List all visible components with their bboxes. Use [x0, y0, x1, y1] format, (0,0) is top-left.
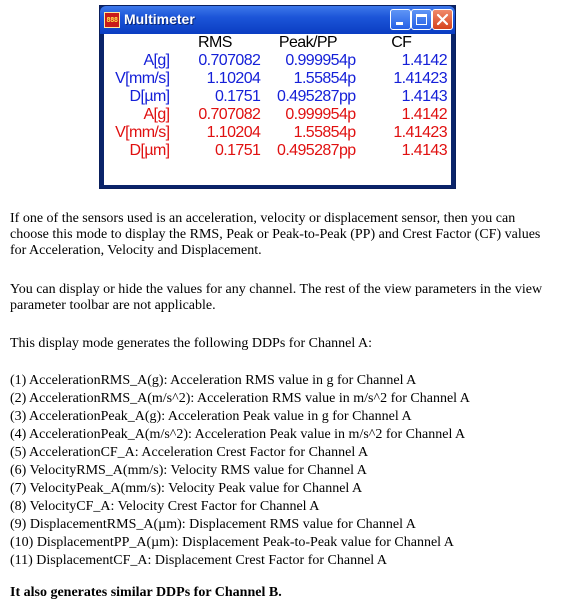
header-cf: CF: [391, 34, 412, 51]
peak-value: 0.999954p: [285, 52, 356, 69]
table-header-row: [104, 34, 451, 52]
list-item: (4) AccelerationPeak_A(m/s^2): Acceleration Peak value in m/s^2 for Channel A: [10, 427, 466, 442]
rms-value: 0.707082: [198, 106, 261, 123]
channel-b-note: It also generates similar DDPs for Channel B.: [10, 585, 282, 600]
table-row: [104, 142, 451, 160]
cf-value: 1.4142: [401, 52, 447, 69]
row-label: V[mm/s]: [115, 124, 170, 141]
peak-value: 1.55854p: [293, 124, 356, 141]
peak-value: 0.999954p: [285, 106, 356, 123]
header-rms: RMS: [198, 34, 232, 51]
row-label: D[µm]: [129, 142, 170, 159]
rms-value: 0.1751: [214, 88, 261, 105]
intro-paragraph: If one of the sensors used is an acceleration, velocity or displacement sensor, then you can choose this mode to display the RMS, Peak or Peak-to-Peak (PP) and Crest Factor (CF) values for Acceleration, Velocity and Displacement.: [10, 211, 541, 258]
list-item: (11) DisplacementCF_A: Displacement Crest Factor for Channel A: [10, 553, 388, 568]
list-item: (2) AccelerationRMS_A(m/s^2): Acceleration RMS value in m/s^2 for Channel A: [10, 391, 470, 406]
visibility-paragraph: You can display or hide the values for any channel. The rest of the view parameters in the view parameter toolbar are not applicable.: [10, 282, 543, 313]
multimeter-window: [99, 5, 456, 189]
table-row: [104, 124, 451, 142]
table-row: [104, 88, 451, 106]
list-item: (3) AccelerationPeak_A(g): Acceleration Peak value in g for Channel A: [10, 409, 412, 424]
header-label: [104, 34, 170, 52]
row-label: A[g]: [143, 52, 170, 69]
window-title: Multimeter: [124, 11, 195, 27]
ddp-list: [10, 372, 470, 570]
maximize-icon: [412, 10, 431, 29]
list-item: (8) VelocityCF_A: Velocity Crest Factor for Channel A: [10, 499, 320, 514]
cf-value: 1.4142: [401, 106, 447, 123]
rms-value: 0.707082: [198, 52, 261, 69]
multimeter-table: [104, 34, 451, 160]
peak-value: 1.55854p: [293, 70, 356, 87]
list-item: (9) DisplacementRMS_A(µm): Displacement RMS value for Channel A: [10, 517, 416, 532]
ddp-intro-paragraph: This display mode generates the following DDPs for Channel A:: [10, 336, 372, 351]
peak-value: 0.495287pp: [277, 88, 356, 105]
rms-value: 1.10204: [206, 124, 261, 141]
list-item: (1) AccelerationRMS_A(g): Acceleration RMS value in g for Channel A: [10, 373, 417, 388]
rms-value: 1.10204: [206, 70, 261, 87]
row-label: A[g]: [143, 106, 170, 123]
minimize-button[interactable]: [390, 9, 411, 30]
table-row: [104, 70, 451, 88]
title-bar[interactable]: [100, 6, 455, 34]
close-icon: [433, 10, 452, 29]
cf-value: 1.41423: [393, 124, 447, 141]
row-label: D[µm]: [129, 88, 170, 105]
row-label: V[mm/s]: [115, 70, 170, 87]
peak-value: 0.495287pp: [277, 142, 356, 159]
multimeter-display: [104, 34, 451, 185]
table-row: [104, 52, 451, 70]
table-row: [104, 106, 451, 124]
list-item: (5) AccelerationCF_A: Acceleration Crest Factor for Channel A: [10, 445, 369, 460]
list-item: (6) VelocityRMS_A(mm/s): Velocity RMS value for Channel A: [10, 463, 367, 478]
list-item: (10) DisplacementPP_A(µm): Displacement Peak-to-Peak value for Channel A: [10, 535, 454, 550]
minimize-icon: [391, 10, 410, 29]
header-peak-pp: Peak/PP: [278, 34, 337, 51]
list-item: (7) VelocityPeak_A(mm/s): Velocity Peak value for Channel A: [10, 481, 363, 496]
cf-value: 1.41423: [393, 70, 447, 87]
cf-value: 1.4143: [401, 88, 447, 105]
maximize-button[interactable]: [411, 9, 432, 30]
multimeter-app-icon: 888: [104, 12, 120, 28]
cf-value: 1.4143: [401, 142, 447, 159]
rms-value: 0.1751: [214, 142, 261, 159]
close-button[interactable]: [432, 9, 453, 30]
